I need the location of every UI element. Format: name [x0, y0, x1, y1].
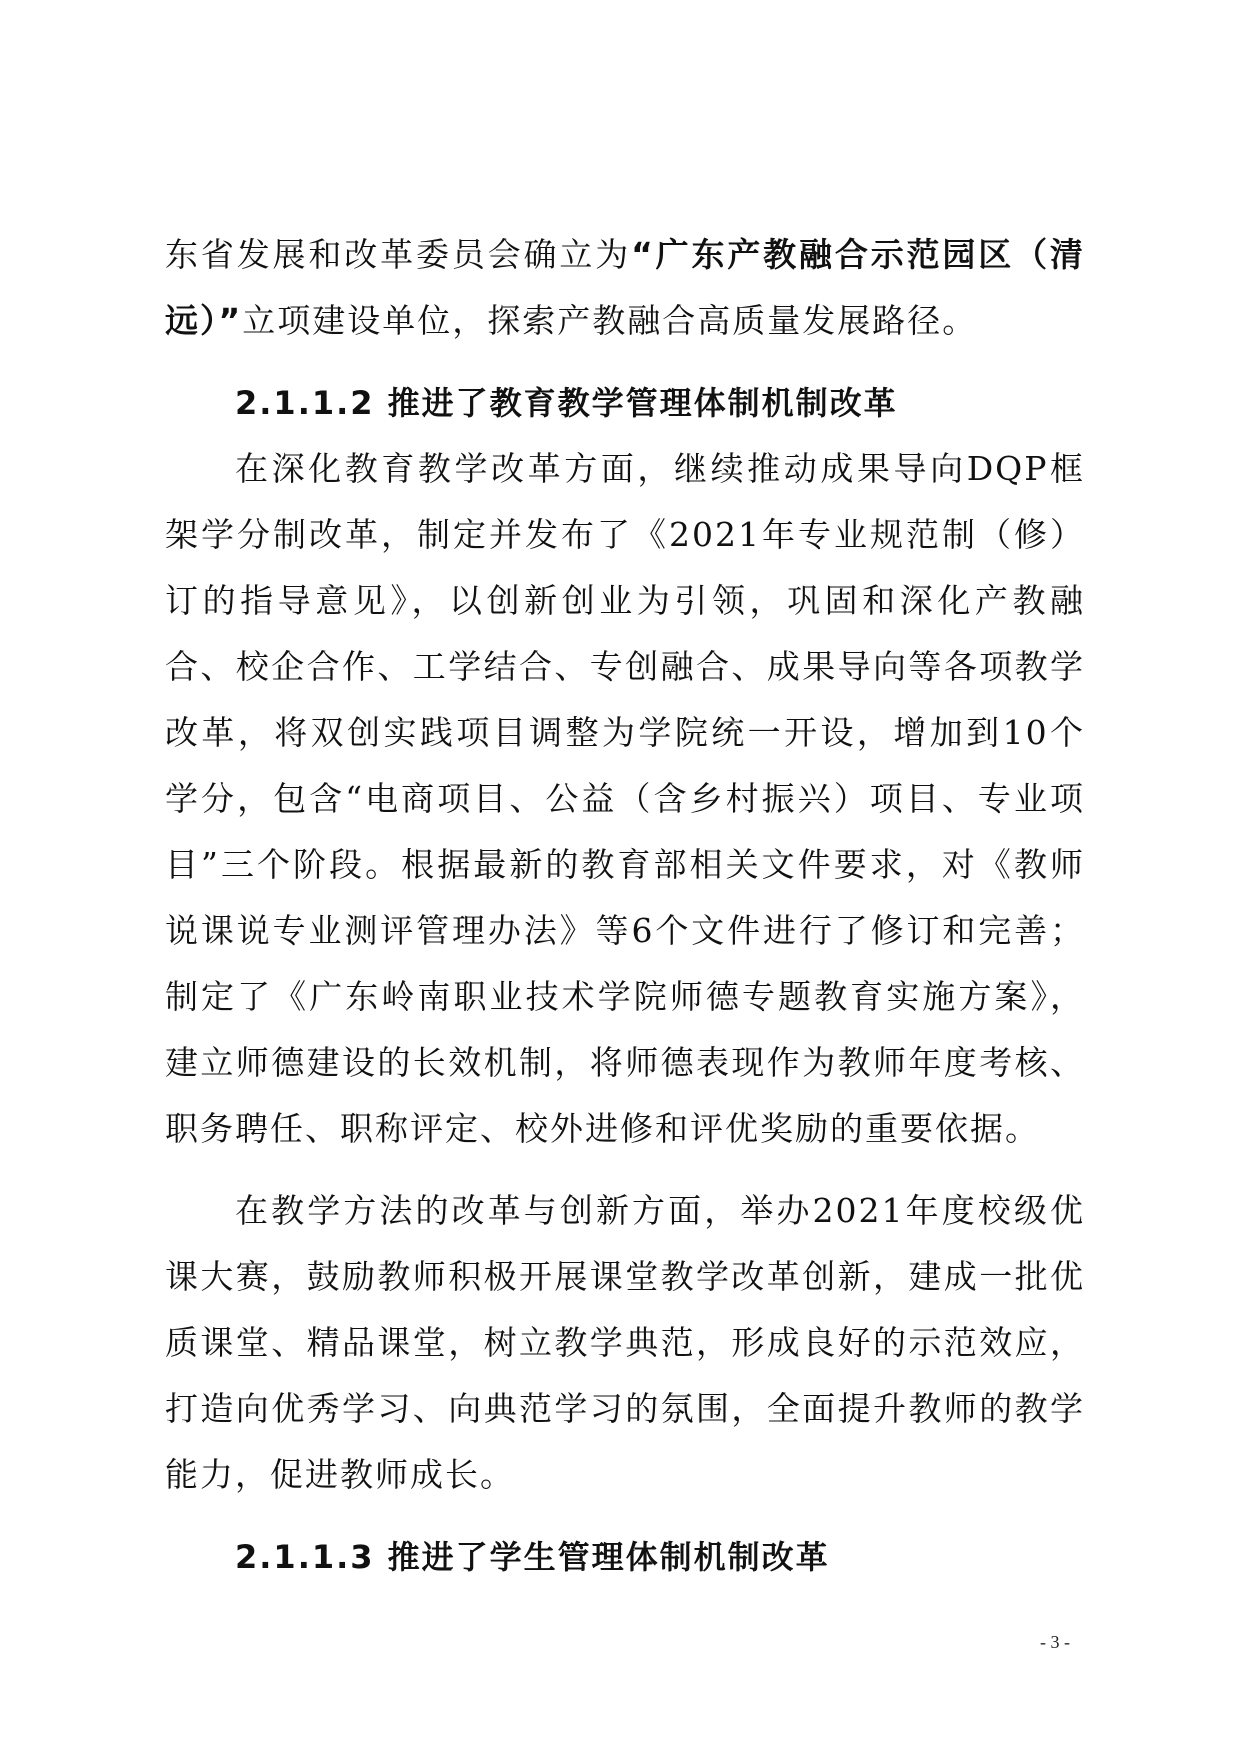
intro-text-end: 立项建设单位，探索产教融合高质量发展路径。 [242, 301, 978, 340]
section-heading-2-1-1-2: 2.1.1.2 推进了教育教学管理体制机制改革 [235, 384, 898, 422]
park-name-bold: “广东产教融合示范园区（清远）” [165, 235, 1085, 340]
intro-paragraph [165, 222, 1085, 354]
intro-text-start: 东省发展和改革委员会确立为 [165, 235, 632, 274]
methods-paragraph: 在教学方法的改革与创新方面，举办2021年度校级优课大赛，鼓励教师积极开展课堂教学改革创新，建成一批优质课堂、精品课堂，树立教学典范，形成良好的示范效应，打造向优秀学习、向典范学习的氛围，全面提升教师的教学能力，促进教师成长。 [165, 1191, 1085, 1494]
spacer [165, 1162, 1085, 1178]
reform-paragraph: 在深化教育教学改革方面，继续推动成果导向DQP框架学分制改革，制定并发布了《2021年专业规范制（修）订的指导意见》，以创新创业为引领，巩固和深化产教融合、校企合作、工学结合、专创融合、成果导向等各项教学改革，将双创实践项目调整为学院统一开设，增加到10个学分，包含“电商项目、公益（含乡村振兴）项目、专业项目”三个阶段。根据最新的教育部相关文件要求，对《教师说课说专业测评管理办法》等6个文件进行了修订和完善；制定了《广东岭南职业技术学院师德专题教育实施方案》，建立师德建设的长效机制，将师德表现作为教师年度考核、职务聘任、职称评定、校外进修和评优奖励的重要依据。 [165, 449, 1085, 1148]
document-body [165, 222, 1085, 1590]
spacer [165, 354, 1085, 370]
section-heading-2-1-1-3: 2.1.1.3 推进了学生管理体制机制改革 [235, 1538, 830, 1576]
spacer [165, 1508, 1085, 1524]
page-number: - 3 - [1040, 1632, 1070, 1652]
